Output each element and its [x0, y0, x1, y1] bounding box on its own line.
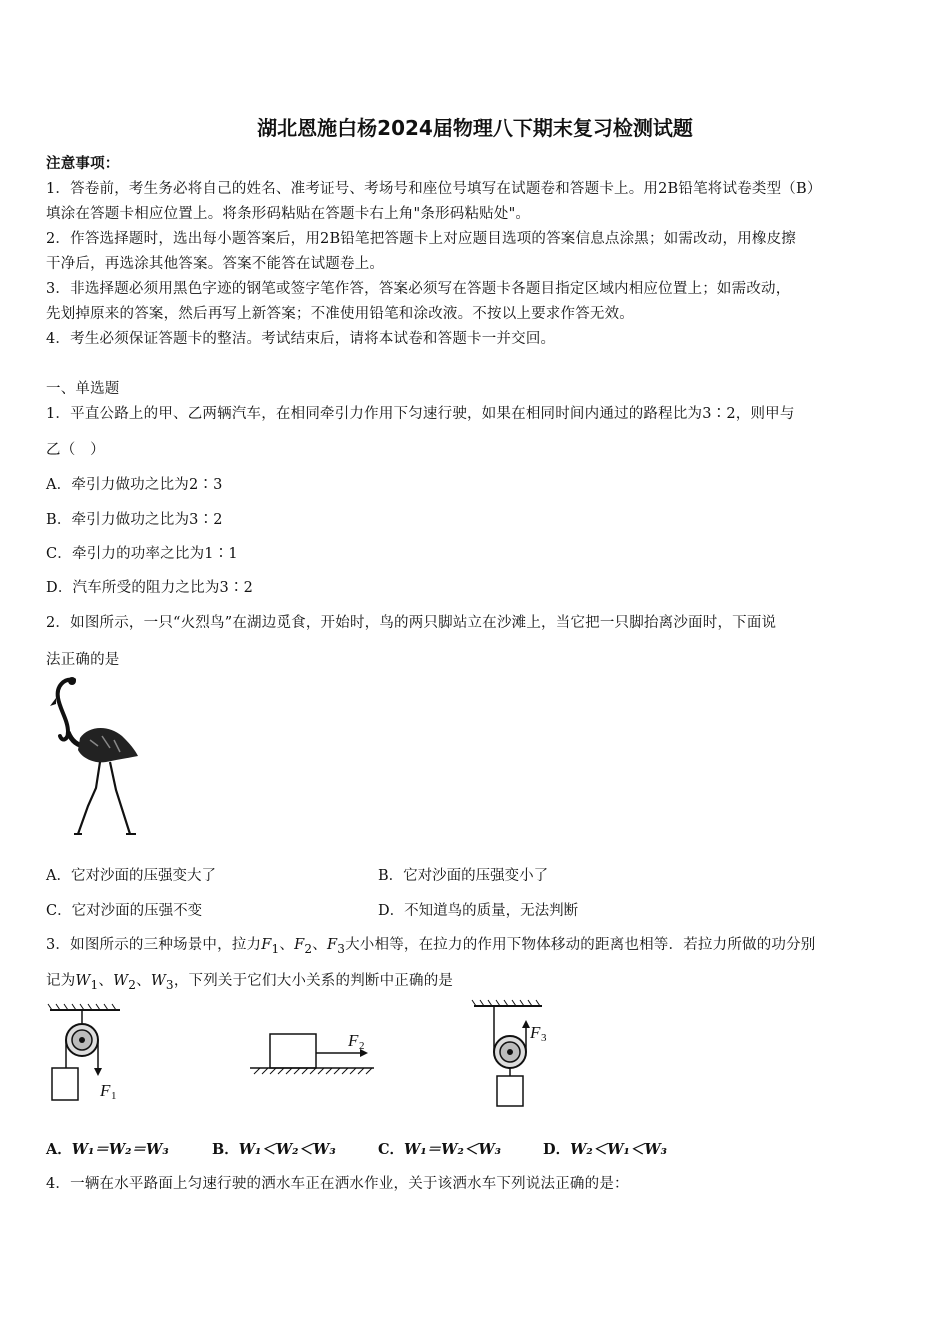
q3-stem	[46, 933, 816, 956]
option-letter: D．	[543, 1141, 571, 1158]
option-text: W₁＝W₂＜W₃	[404, 1141, 501, 1158]
force-symbol: F	[261, 937, 272, 953]
q1-option-b: B．牵引力做功之比为3∶2	[46, 512, 223, 528]
work-symbol: W	[150, 973, 166, 989]
notice-line: 1．答卷前，考生务必将自己的姓名、准考证号、考场号和座位号填写在试题卷和答题卡上。用2B铅笔将试卷类型（B）	[46, 181, 822, 197]
force-label-f3: F	[530, 1023, 541, 1042]
subscript: 3	[165, 977, 174, 992]
work-symbol: W	[113, 973, 129, 989]
q1-stem-cont: 乙（ ）	[46, 442, 105, 458]
notice-line: 干净后，再选涂其他答案。答案不能答在试题卷上。	[46, 256, 385, 272]
movable-pulley-figure	[470, 996, 560, 1110]
q3-stem-text: ，下列关于它们大小关系的判断中正确的是	[173, 973, 454, 989]
option-text: W₁＜W₂＜W₃	[238, 1141, 336, 1158]
fixed-pulley-figure	[46, 1002, 136, 1108]
q3-option-d	[543, 1138, 667, 1159]
q1-option-c: C．牵引力的功率之比为1∶1	[46, 546, 238, 562]
subscript: 1	[90, 977, 99, 992]
notice-line: 3．非选择题必须用黑色字迹的钢笔或签字笔作答，答案必须写在答题卡各题目指定区域内相应位置上；如需改动，	[46, 281, 791, 297]
option-letter: A．	[46, 1141, 72, 1158]
q1-option-a: A．牵引力做功之比为2∶3	[46, 477, 223, 493]
q3-option-b	[212, 1138, 336, 1159]
q2-option-b: B．它对沙面的压强变小了	[378, 868, 549, 884]
q3-stem-text: 3．如图所示的三种场景中，拉力	[46, 937, 262, 953]
q2-option-a: A．它对沙面的压强变大了	[46, 868, 216, 884]
force-label-f1: F	[100, 1081, 111, 1100]
force-symbol: F	[294, 937, 305, 953]
q1-stem: 1．平直公路上的甲、乙两辆汽车，在相同牵引力作用下匀速行驶，如果在相同时间内通过的路程比为3∶2，则甲与	[46, 406, 795, 422]
q2-stem-cont: 法正确的是	[46, 652, 120, 668]
subscript: 2	[304, 941, 313, 956]
notice-line: 4．考生必须保证答题卡的整洁。考试结束后，请将本试卷和答题卡一并交回。	[46, 331, 556, 347]
option-letter: B．	[212, 1141, 239, 1158]
notice-heading: 注意事项：	[46, 155, 120, 172]
force-label-f1-sub: 1	[111, 1090, 117, 1102]
subscript: 2	[128, 977, 137, 992]
flamingo-figure	[44, 676, 144, 838]
subscript: 3	[337, 941, 346, 956]
q1-option-d: D．汽车所受的阻力之比为3∶2	[46, 580, 254, 596]
separator: 、	[136, 973, 151, 989]
subscript: 1	[271, 941, 280, 956]
option-text: W₂＜W₁＜W₃	[570, 1141, 667, 1158]
force-symbol: F	[326, 937, 338, 953]
option-letter: C．	[378, 1141, 405, 1158]
section-heading: 一、单选题	[46, 381, 120, 397]
block-on-ground-figure	[248, 1026, 380, 1082]
separator: 、	[98, 973, 114, 989]
force-label-f2: F	[348, 1031, 359, 1050]
force-label-f3-sub: 3	[541, 1032, 547, 1044]
q2-option-c: C．它对沙面的压强不变	[46, 903, 203, 919]
separator: 、	[312, 937, 327, 953]
notice-line: 填涂在答题卡相应位置上。将条形码粘贴在答题卡右上角"条形码粘贴处"。	[46, 206, 531, 222]
q2-option-d: D．不知道鸟的质量，无法判断	[378, 903, 579, 919]
q3-option-a	[46, 1138, 169, 1159]
page-title: 湖北恩施白杨2024届物理八下期末复习检测试题	[257, 116, 693, 140]
separator: 、	[279, 937, 295, 953]
force-label-f2-sub: 2	[359, 1040, 365, 1052]
work-symbol: W	[75, 973, 91, 989]
notice-line: 2．作答选择题时，选出每小题答案后，用2B铅笔把答题卡上对应题目选项的答案信息点涂黑；如需改动，用橡皮擦	[46, 231, 797, 247]
q4-stem: 4．一辆在水平路面上匀速行驶的洒水车正在洒水作业，关于该洒水车下列说法正确的是：	[46, 1176, 629, 1192]
q2-stem: 2．如图所示，一只“火烈鸟”在湖边觅食，开始时，鸟的两只脚站立在沙滩上，当它把一只脚抬离沙面时，下面说	[46, 615, 777, 631]
q3-stem-cont	[46, 969, 453, 992]
option-text: W₁＝W₂＝W₃	[71, 1141, 169, 1158]
q3-stem-text: 大小相等，在拉力的作用下物体移动的距离也相等．若拉力所做的功分别	[345, 937, 816, 953]
q3-stem-text: 记为	[46, 973, 76, 989]
notice-line: 先划掉原来的答案，然后再写上新答案；不准使用铅笔和涂改液。不按以上要求作答无效。	[46, 306, 634, 322]
q3-option-c	[378, 1138, 501, 1159]
